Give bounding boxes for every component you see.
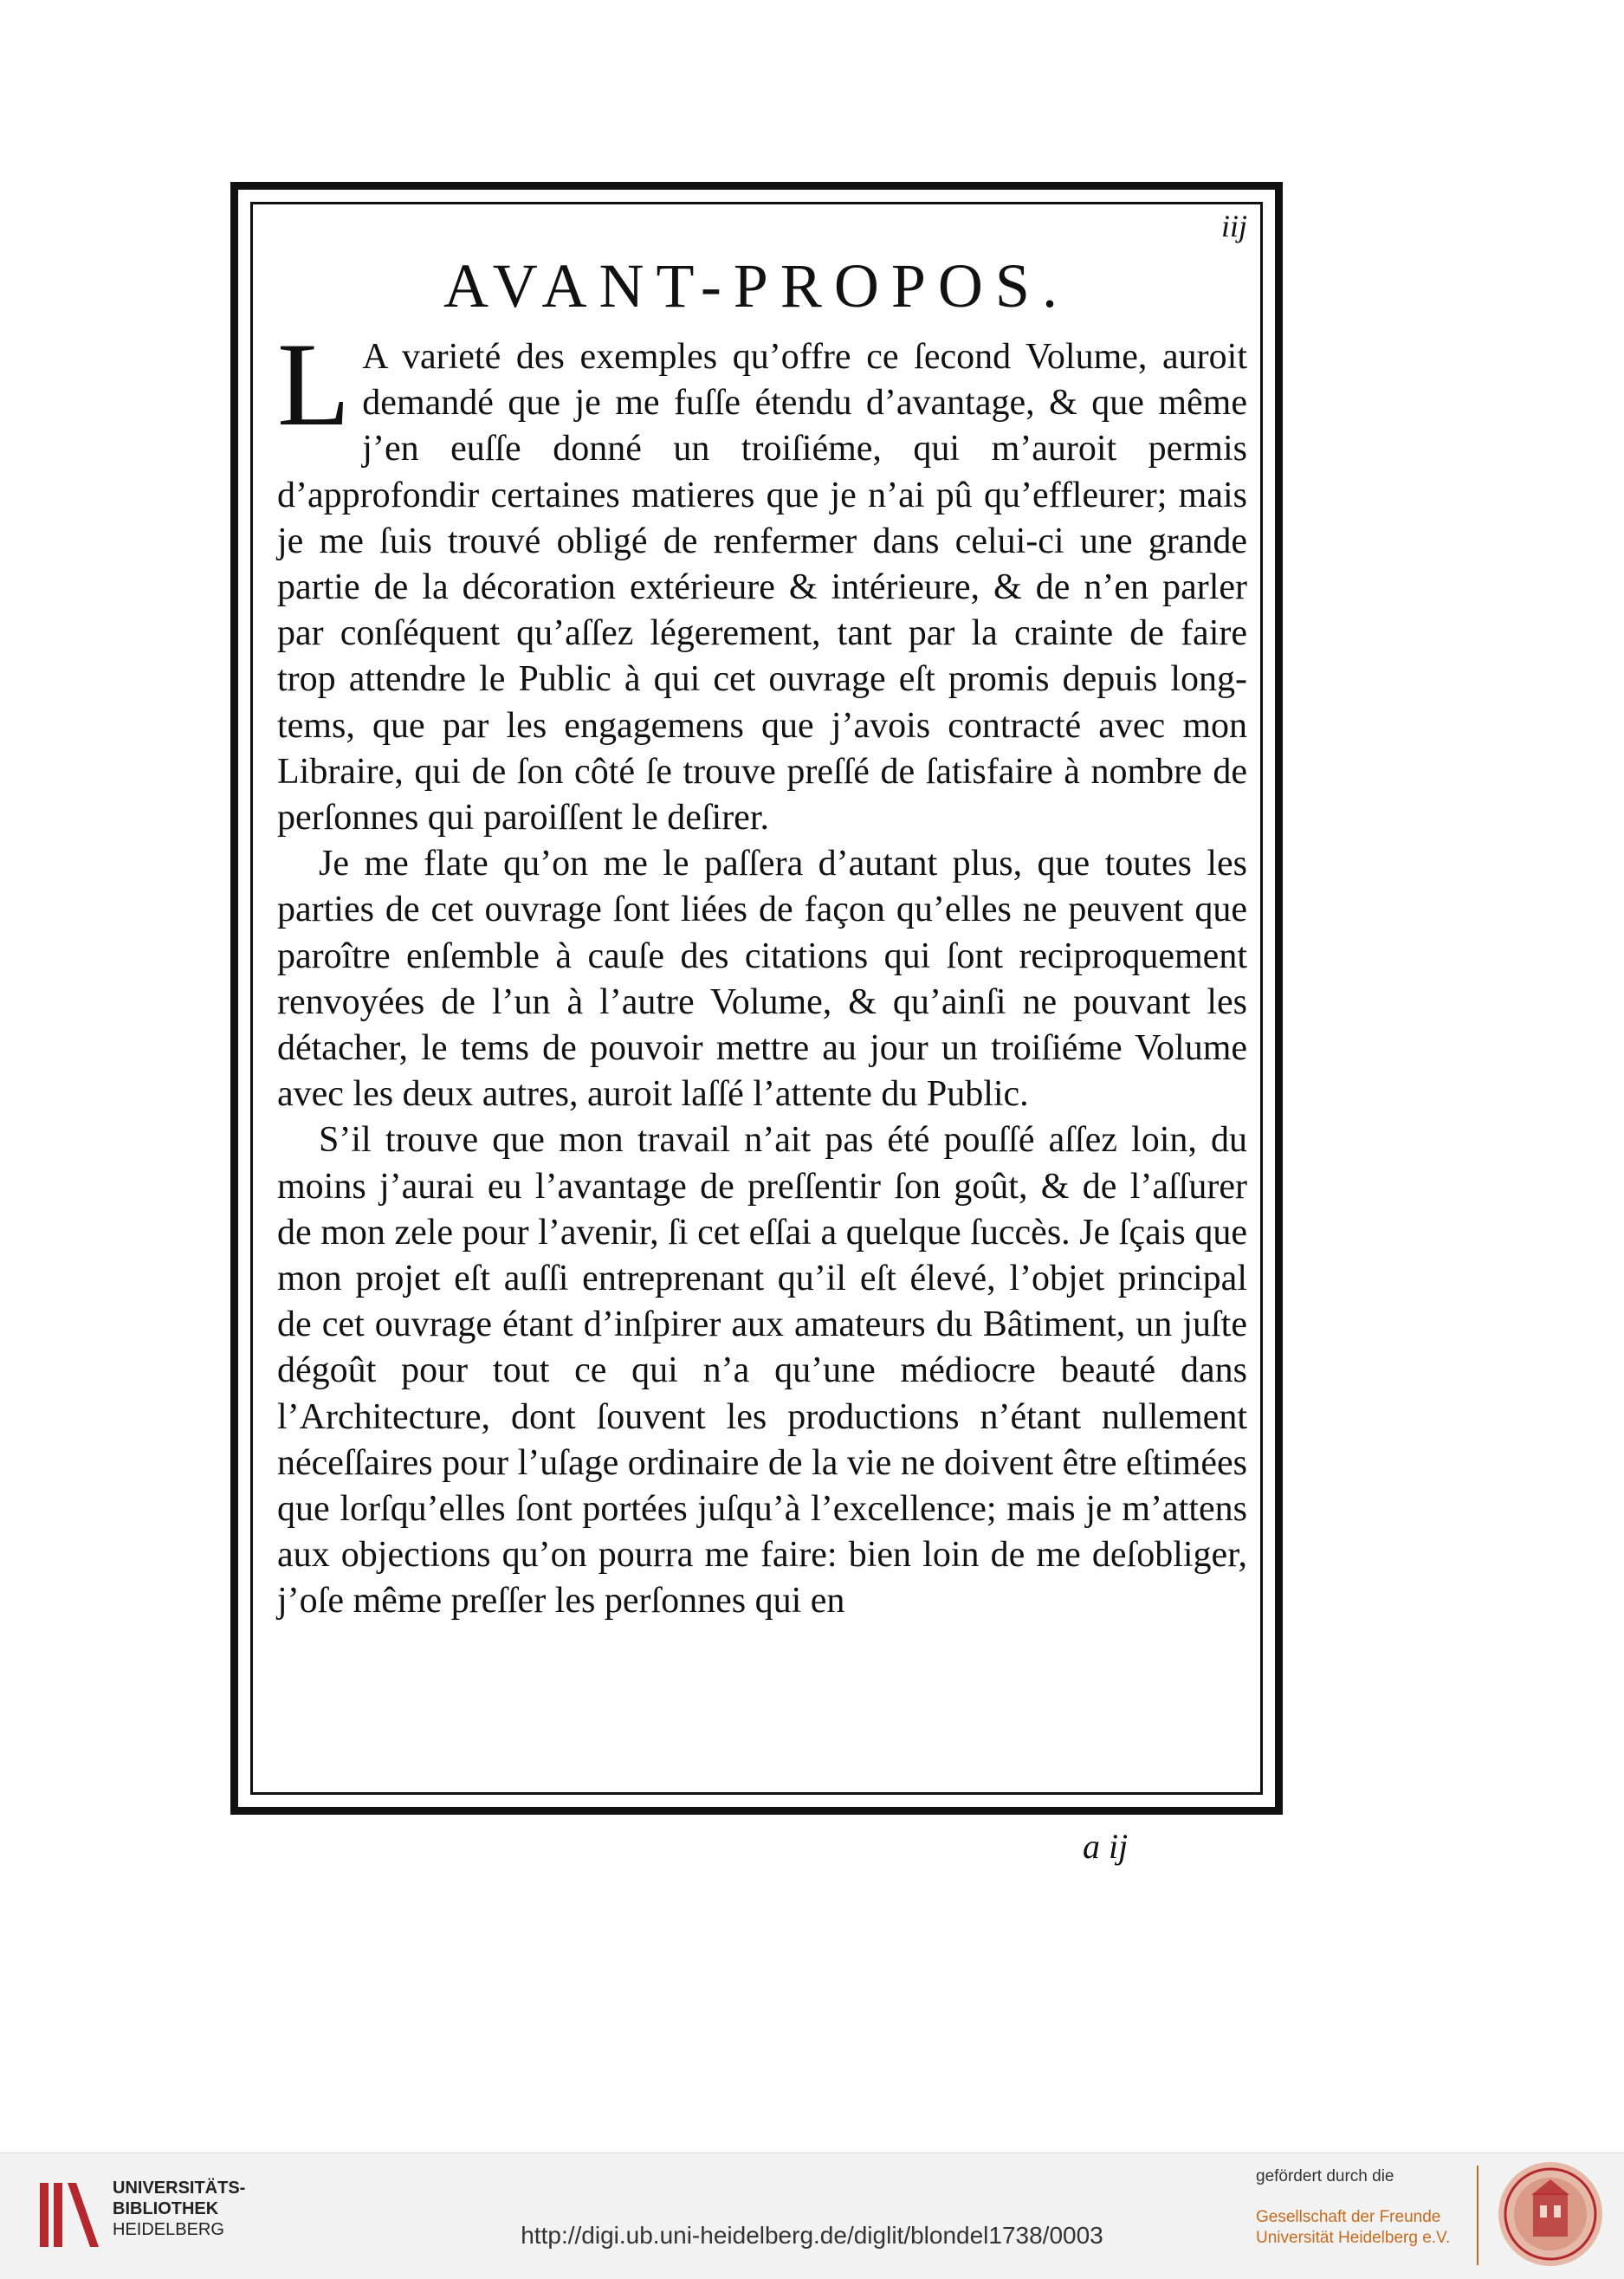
- drop-cap: L: [277, 318, 351, 450]
- sponsor-caption: gefördert durch die: [1256, 2167, 1394, 2185]
- library-name-line: BIBLIOTHEK: [113, 2199, 219, 2218]
- text-block: [277, 318, 1247, 1625]
- permalink-url[interactable]: http://digi.ub.uni-heidelberg.de/diglit/blondel1738/0003: [521, 2222, 1103, 2249]
- page-number: iij: [1221, 209, 1248, 243]
- library-name-line: HEIDELBERG: [113, 2220, 224, 2239]
- sponsor-divider: [1477, 2166, 1478, 2265]
- sponsor-name-line: Universität Heidelberg e.V.: [1256, 2229, 1451, 2247]
- paragraph-3: S’il trouve que mon travail n’ait pas été pouſſé aſſez loin, du moins j’aurai eu l’avantage de preſſentir ſon goût, & de l’aſſurer de mon zele pour l’avenir, ſi cet eſſai a quelque ſuccès. Je ſçais que mon projet eſt auſſi entreprenant qu’il eſt élevé, l’objet principal de cet ouvrage étant d’inſpirer aux amateurs du Bâtiment, un juſte dégoût pour tout ce qui n’a qu’une médiocre beauté dans l’Architecture, dont ſouvent les productions n’étant nullement néceſſaires pour l’uſage ordinaire de la vie ne doivent être eſtimées que lorſqu’elles ſont portées juſqu’à l’excellence; mais je m’attens aux objections qu’on pourra me faire: bien loin de me deſobliger, j’oſe même preſſer les perſonnes qui en: [277, 1120, 1247, 1622]
- paragraph-1: [277, 318, 1247, 841]
- paragraph-1-text: A varieté des exemples qu’offre ce ſecond Volume, auroit demandé que je me fuſſe étendu d’avantage, & que même j’en euſſe donné un troiſiéme, qui m’auroit permis d’approfondir certaines matieres que je n’ai pû qu’effleurer; mais je me ſuis trouvé obligé de renfermer dans celui-ci une grande partie de la décoration extérieure & intérieure, & de n’en parler par conſéquent qu’aſſez légerement, tant par la crainte de faire trop attendre le Public à qui cet ouvrage eſt promis depuis long-tems, que par les engagemens que j’avois contracté avec mon Libraire, qui de ſon côté ſe trouve preſſé de ſatisfaire à nombre de perſonnes qui paroiſſent le deſirer.: [277, 337, 1247, 838]
- sponsor-name-line: Gesellschaft der Freunde: [1256, 2208, 1441, 2226]
- sponsor-name[interactable]: [1256, 2207, 1450, 2249]
- signature-mark: a ij: [1083, 1827, 1129, 1866]
- library-name-line: UNIVERSITÄTS-: [113, 2179, 246, 2198]
- text-frame: [230, 182, 1283, 1815]
- text-frame-inner: [250, 202, 1263, 1795]
- page-title: AVANT-PROPOS.: [443, 251, 1070, 320]
- paragraph-2: Je me flate qu’on me le paſſera d’autant plus, que toutes les parties de cet ouvrage ſont liées de façon qu’elles ne peuvent que paroître enſemble à cauſe des citations qui ſont reciproquement renvoyées de l’un à l’autre Volume, & qu’ainſi ne pouvant les détacher, le tems de pouvoir mettre au jour un troiſiéme Volume avec les deux autres, auroit laſſé l’attente du Public.: [277, 844, 1247, 1115]
- seal-icon: [1497, 2160, 1604, 2268]
